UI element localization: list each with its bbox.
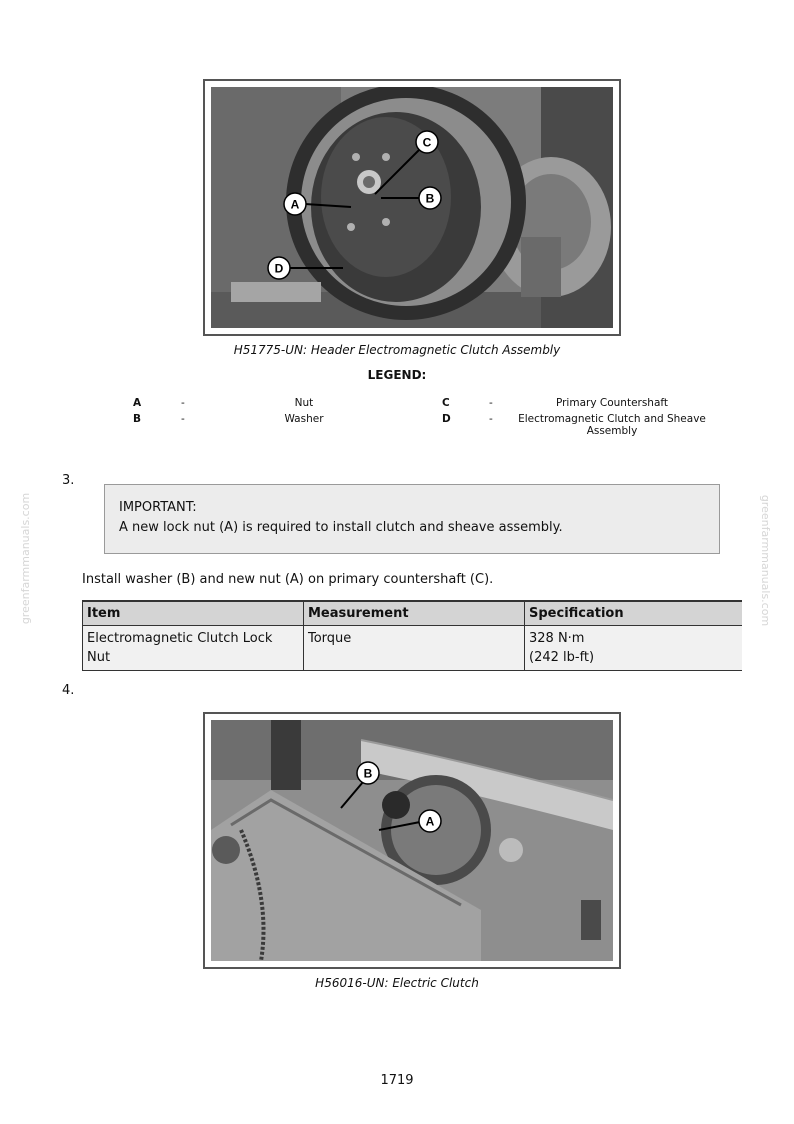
watermark-left: greenfarmmanuals.com [19,492,33,625]
legend-dash-d: - [489,413,493,425]
column-header-measurement: Measurement [304,601,525,626]
callout-a [284,193,351,215]
column-header-specification: Specification [525,601,743,626]
cell-measurement: Torque [304,626,525,671]
svg-text:A: A [425,814,435,829]
svg-text:B: B [425,191,435,206]
svg-text:C: C [422,135,432,150]
spec-table-header [83,601,743,626]
step-3-instruction: Install washer (B) and new nut (A) on primary countershaft (C). [82,572,494,587]
important-text: A new lock nut (A) is required to install clutch and sheave assembly. [119,520,563,535]
legend-dash-b: - [181,413,185,425]
legend-label-b: Washer [284,413,324,425]
page-number: 1719 [380,1073,414,1088]
spec-table [82,600,742,671]
spec-value-metric: 328 N·m [529,631,585,646]
legend-label-a: Nut [294,397,314,409]
table-row [83,626,743,671]
callout-a [379,810,441,832]
legend-label-c: Primary Countershaft [555,397,669,409]
cell-item: Electromagnetic Clutch Lock Nut [83,626,304,671]
svg-text:D: D [274,261,284,276]
svg-text:A: A [290,197,300,212]
callout-b [341,762,379,808]
svg-text:B: B [363,766,373,781]
callout-b [381,187,441,209]
legend-key-c: C [442,397,450,409]
column-header-item: Item [83,601,304,626]
legend-key-d: D [442,413,451,425]
figure-2-caption: H56016-UN: Electric Clutch [315,976,479,990]
figure-2-callouts [203,712,621,969]
legend-key-b: B [133,413,142,425]
figure-1-callouts [203,79,621,336]
legend-title: LEGEND: [367,368,427,382]
cell-specification [525,626,743,671]
legend-label-d: Electromagnetic Clutch and Sheave Assembly [518,413,706,437]
legend-dash-a: - [181,397,185,409]
legend-key-a: A [133,397,142,409]
callout-c [375,131,438,194]
important-title: IMPORTANT: [119,500,197,515]
watermark-right: greenfarmmanuals.com [759,494,773,627]
step-4-number: 4. [62,683,75,698]
figure-1-caption: H51775-UN: Header Electromagnetic Clutch Assembly [233,343,561,357]
step-3-number: 3. [62,473,75,488]
important-notice [104,484,720,554]
spec-value-imperial: (242 lb-ft) [529,650,595,665]
legend-dash-c: - [489,397,493,409]
callout-d [268,257,343,279]
